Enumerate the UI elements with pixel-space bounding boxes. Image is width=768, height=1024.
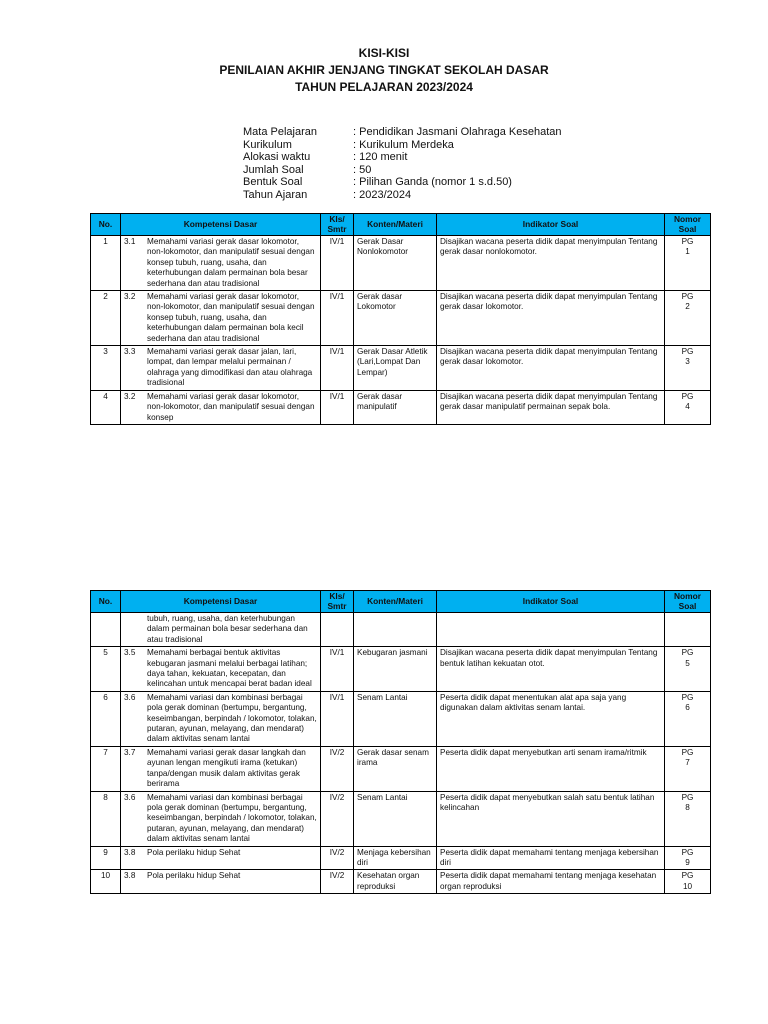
kd-code: 3.6 [124,692,136,702]
cell-kd [121,236,321,291]
kd-code: 3.8 [124,871,136,881]
cell-nomor [665,846,711,870]
info-value: : 50 [353,163,372,176]
kd-code: 3.1 [124,237,136,246]
cell-pg: PG [681,792,694,802]
cell-nomor-value: 5 [685,658,690,668]
info-row [243,151,562,164]
info-value: : 120 menit [353,151,408,164]
col-header-kls-line1: Kls/ [329,591,345,601]
page-bottom-edge [0,1019,768,1024]
info-row [243,189,562,202]
cell-nomor-value: 3 [685,357,690,367]
table-row [91,791,711,846]
kd-text: Memahami variasi gerak dasar jalan, lari, lompat, dan lempar melalui permainan / olahraga yang dimodifikasi dan atau olahraga tradisional [147,347,313,388]
table-row [91,691,711,746]
cell-nomor-value: 10 [682,881,693,891]
cell-nomor [665,390,711,424]
cell-kls: IV/1 [321,647,354,692]
cell-materi: Gerak dasar Lokomotor [354,291,437,346]
col-header-kls-line2: Smtr [327,600,347,611]
kd-text: Pola perilaku hidup Sehat [147,847,241,857]
cell-no: 7 [91,746,121,791]
table-row [91,870,711,894]
cell-kls: IV/1 [321,691,354,746]
info-value: : Pilihan Ganda (nomor 1 s.d.50) [353,176,512,189]
cell-kls: IV/2 [321,746,354,791]
col-header-indikator: Indikator Soal [437,591,665,613]
cell-nomor [665,647,711,692]
cell-no: 1 [91,236,121,291]
cell-kd [121,691,321,746]
cell-nomor-value: 8 [685,802,690,812]
col-header-materi: Konten/Materi [354,591,437,613]
cell-indikator: Disajikan wacana peserta didik dapat menyimpulan Tentang gerak dasar nonlokomotor. [437,236,665,291]
cell-kls: IV/2 [321,791,354,846]
cell-indikator: Peserta didik dapat memahami tentang menjaga kesehatan organ reproduksi [437,870,665,894]
col-header-kd: Kompetensi Dasar [121,591,321,613]
table-header-row [91,591,711,613]
cell-no: 5 [91,647,121,692]
kd-text: Memahami variasi gerak dasar lokomotor, non-lokomotor, dan manipulatif sesuai dengan konsep tubuh, ruang, usaha, dan keterhubungan dalam permainan bola kecil sederhana dan atau tradisional [147,292,315,343]
col-header-nomor [665,214,711,236]
cell-kls [321,613,354,647]
cell-pg: PG [681,692,694,702]
info-label: Mata Pelajaran [243,126,317,138]
col-header-kd: Kompetensi Dasar [121,214,321,236]
cell-kls: IV/2 [321,870,354,894]
cell-kd [121,390,321,424]
info-value: : Kurikulum Merdeka [353,138,454,151]
cell-nomor [665,746,711,791]
cell-pg: PG [681,391,694,401]
cell-nomor-value: 4 [685,402,690,412]
kd-code: 3.3 [124,347,136,357]
cell-pg: PG [681,871,694,881]
info-block [243,126,562,202]
cell-indikator: Peserta didik dapat menyebutkan arti senam irama/ritmik [437,746,665,791]
kd-code: 3.6 [124,792,136,802]
kd-text: tubuh, ruang, usaha, dan keterhubungan dalam permainan bola besar sederhana dan atau tradisional [147,614,308,644]
info-row [243,126,562,139]
cell-nomor [665,236,711,291]
col-header-kls-line2: Smtr [327,223,347,234]
cell-nomor [665,870,711,894]
col-header-materi: Konten/Materi [354,214,437,236]
cell-pg: PG [681,292,694,302]
cell-indikator: Peserta didik dapat menyebutkan salah satu bentuk latihan kelincahan [437,791,665,846]
kd-text: Memahami variasi gerak dasar lokomotor, non-lokomotor, dan manipulatif sesuai dengan konsep [147,391,315,422]
info-label: Tahun Ajaran [243,188,308,201]
cell-pg: PG [681,648,694,658]
cell-kd [121,791,321,846]
cell-no: 8 [91,791,121,846]
table-row [91,746,711,791]
kd-code: 3.2 [124,292,136,302]
kd-text: Memahami variasi gerak dasar langkah dan ayunan lengan mengikuti irama (ketukan) tanpa/dengan musik dalam aktivitas gerak berirama [147,747,306,789]
cell-indikator: Peserta didik dapat memahami tentang menjaga kebersihan diri [437,846,665,870]
cell-materi: Senam Lantai [354,791,437,846]
cell-nomor [665,791,711,846]
table-row [91,291,711,346]
cell-materi: Gerak dasar senam irama [354,746,437,791]
cell-no [91,613,121,647]
info-value: : 2023/2024 [353,188,412,201]
info-row [243,139,562,152]
col-header-no: No. [91,214,121,236]
cell-indikator [437,613,665,647]
info-row [243,164,562,177]
cell-nomor [665,613,711,647]
info-label: Bentuk Soal [243,176,303,189]
info-row [243,176,562,189]
col-header-indikator: Indikator Soal [437,214,665,236]
kd-code: 3.7 [124,747,136,757]
col-header-nomor-line1: Nomor [674,591,701,601]
doc-subtitle: PENILAIAN AKHIR JENJANG TINGKAT SEKOLAH DASAR [219,63,549,77]
cell-nomor [665,291,711,346]
table-row [91,390,711,424]
cell-kls: IV/1 [321,390,354,424]
cell-kls: IV/2 [321,846,354,870]
col-header-nomor-line2: Soal [678,223,697,234]
cell-indikator: Disajikan wacana peserta didik dapat menyimpulan Tentang gerak dasar manipulatif permainan sepak bola. [437,390,665,424]
cell-no: 6 [91,691,121,746]
kd-text: Memahami variasi gerak dasar lokomotor, non-lokomotor, dan manipulatif sesuai dengan konsep tubuh, ruang, usaha, dan keterhubungan dalam permainan bola besar sederhana dan atau tradisional [147,237,315,288]
table-row [91,236,711,291]
cell-indikator: Peserta didik dapat menentukan alat apa saja yang digunakan dalam aktivitas senam lantai. [437,691,665,746]
cell-nomor-value: 7 [685,758,690,768]
kd-text: Memahami variasi dan kombinasi berbagai pola gerak dominan (bertumpu, bergantung, keseimbangan, berpindah / lokomotor, tolakan, putaran, ayunan, melayang, dan mendarat) dalam aktivitas senam lantai [147,792,317,844]
table-row [91,846,711,870]
cell-pg: PG [681,747,694,757]
kisi-kisi-table-page2 [90,590,711,894]
table-row-continuation [91,613,711,647]
kd-text: Memahami berbagai bentuk aktivitas kebugaran jasmani melalui berbagai latihan; daya tahan, kekuatan, kecepatan, dan kelincahan untuk mencapai berat badan ideal [147,648,312,689]
col-header-nomor [665,591,711,613]
cell-nomor [665,346,711,391]
cell-kd [121,846,321,870]
cell-kd [121,346,321,391]
info-label: Jumlah Soal [243,163,304,176]
col-header-kls [321,214,354,236]
cell-nomor-value: 9 [685,857,690,867]
cell-kd [121,613,321,647]
kd-code: 3.2 [124,391,136,401]
cell-indikator: Disajikan wacana peserta didik dapat menyimpulan Tentang gerak dasar lokomotor. [437,346,665,391]
info-label: Alokasi waktu [243,151,311,164]
info-label: Kurikulum [243,138,292,151]
cell-nomor [665,691,711,746]
cell-materi: Menjaga kebersihan diri [354,846,437,870]
doc-title: KISI-KISI [358,46,410,60]
cell-materi: Gerak Dasar Nonlokomotor [354,236,437,291]
cell-kls: IV/1 [321,346,354,391]
cell-nomor-value: 2 [685,302,690,312]
cell-no: 2 [91,291,121,346]
cell-kd [121,746,321,791]
kd-code: 3.8 [124,847,136,857]
cell-indikator: Disajikan wacana peserta didik dapat menyimpulan Tentang bentuk latihan kekuatan otot. [437,647,665,692]
cell-kd [121,647,321,692]
table-row [91,647,711,692]
cell-materi: Gerak dasar manipulatif [354,390,437,424]
cell-no: 4 [91,390,121,424]
kisi-kisi-table-page1 [90,213,711,425]
cell-materi: Senam Lantai [354,691,437,746]
cell-materi: Gerak Dasar Atletik (Lari,Lompat Dan Lempar) [354,346,437,391]
cell-pg: PG [681,237,694,246]
cell-pg: PG [681,347,694,357]
cell-materi: Kesehatan organ reproduksi [354,870,437,894]
cell-kls: IV/1 [321,291,354,346]
cell-materi: Kebugaran jasmani [354,647,437,692]
cell-no: 3 [91,346,121,391]
table-row [91,346,711,391]
cell-nomor-value: 6 [685,703,690,713]
cell-kd [121,291,321,346]
cell-kls: IV/1 [321,236,354,291]
kd-text: Memahami variasi dan kombinasi berbagai pola gerak dominan (bertumpu, bergantung, keseimbangan, berpindah / lokomotor, tolakan, putaran, ayunan, melayang, dan mendarat) dalam aktivitas senam lantai [147,692,317,744]
info-value: : Pendidikan Jasmani Olahraga Kesehatan [353,126,562,138]
cell-materi [354,613,437,647]
cell-no: 9 [91,846,121,870]
cell-pg: PG [681,847,694,857]
cell-no: 10 [91,870,121,894]
cell-nomor-value: 1 [685,247,690,257]
doc-year: TAHUN PELAJARAN 2023/2024 [295,80,473,94]
cell-kd [121,870,321,894]
col-header-kls-line1: Kls/ [329,214,345,224]
table-header-row [91,214,711,236]
kd-text: Pola perilaku hidup Sehat [147,871,241,881]
kd-code: 3.5 [124,648,136,658]
cell-indikator: Disajikan wacana peserta didik dapat menyimpulan Tentang gerak dasar lokomotor. [437,291,665,346]
col-header-nomor-line2: Soal [678,600,697,611]
col-header-no: No. [91,591,121,613]
col-header-kls [321,591,354,613]
col-header-nomor-line1: Nomor [674,214,701,224]
